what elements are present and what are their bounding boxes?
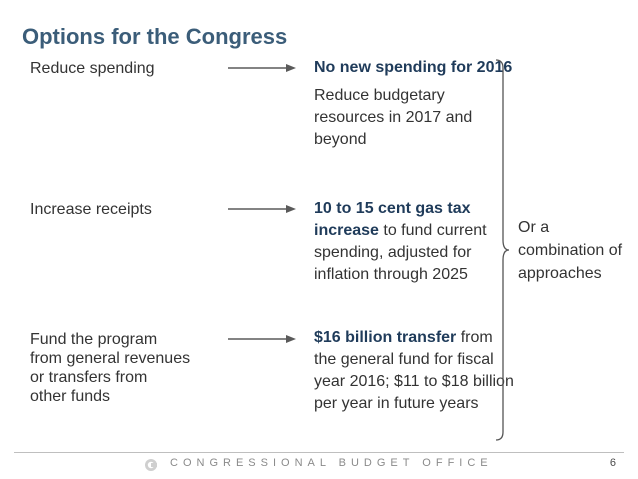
description-highlight: 10 to 15 cent gas tax increase	[314, 200, 471, 239]
combination-note: Or a combination of approaches	[518, 219, 623, 282]
option-label-line: Fund the program	[30, 331, 158, 348]
description-paragraph	[314, 327, 514, 415]
arrow-right-icon	[228, 63, 296, 73]
cbo-logo-icon	[144, 458, 158, 472]
arrow-right-icon	[228, 334, 296, 344]
option-label-line: Increase receipts	[30, 201, 152, 218]
option-label-line: from general revenues	[30, 350, 191, 367]
arrow-right-icon	[228, 204, 296, 214]
description-paragraph	[314, 57, 514, 79]
description-highlight: No new spending for 2016	[314, 59, 513, 76]
option-label-fund-the-program	[30, 330, 230, 406]
option-description-increase-receipts	[314, 198, 514, 286]
option-label-reduce-spending	[30, 59, 230, 78]
description-text: to fund current spending, adjusted for inflation through 2025	[314, 222, 487, 283]
option-description-reduce-spending	[314, 57, 514, 151]
footer-divider	[14, 452, 624, 453]
option-label-increase-receipts	[30, 200, 230, 219]
option-label-line: Reduce spending	[30, 60, 155, 77]
right-brace-icon	[496, 58, 510, 442]
option-label-line: other funds	[30, 388, 111, 405]
option-label-line: or transfers from	[30, 369, 148, 386]
description-text: from the general fund for fiscal year 2016; $11 to $18 billion per year in future years	[314, 329, 514, 412]
footer-org-name: CONGRESSIONAL BUDGET OFFICE	[170, 457, 493, 469]
description-paragraph	[314, 85, 514, 151]
description-paragraph	[314, 198, 514, 286]
page-number: 6	[609, 457, 616, 469]
option-description-fund-the-program	[314, 327, 514, 415]
description-highlight: $16 billion transfer	[314, 329, 457, 346]
description-text: Reduce budgetary resources in 2017 and beyond	[314, 87, 473, 148]
page-title: Options for the Congress	[22, 24, 288, 49]
